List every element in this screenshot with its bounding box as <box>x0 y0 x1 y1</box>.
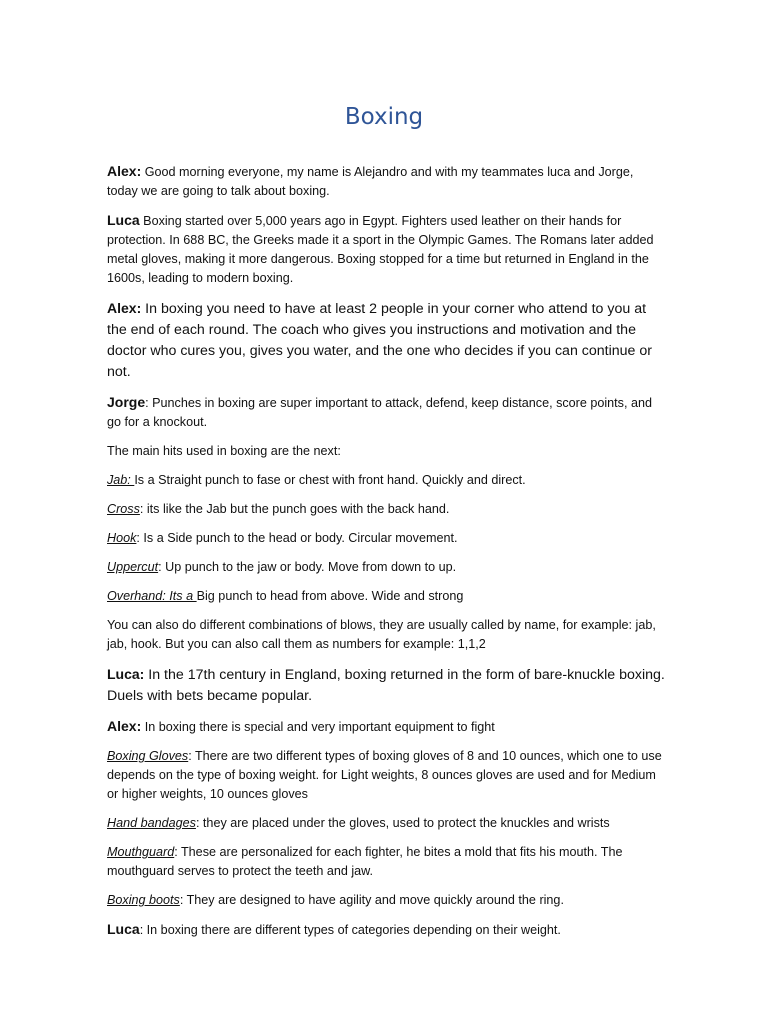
speaker-label: Luca: <box>107 666 145 682</box>
equipment-description: : they are placed under the gloves, used to protect the knuckles and wrists <box>195 816 610 830</box>
paragraph-jorge-punches <box>107 393 667 432</box>
hit-term: Overhand: Its a <box>107 589 197 603</box>
hit-description: : its like the Jab but the punch goes with the back hand. <box>139 502 450 516</box>
speaker-label: Alex: <box>107 300 142 316</box>
hit-item-overhand <box>107 587 667 606</box>
hit-term: Hook <box>107 531 137 545</box>
paragraph-text: : Punches in boxing are super important to attack, defend, keep distance, score points, and go for a knockout. <box>107 396 652 429</box>
paragraph-text: In boxing there is special and very important equipment to fight <box>141 720 495 734</box>
hit-item-uppercut <box>107 558 667 577</box>
paragraph-text: In the 17th century in England, boxing returned in the form of bare-knuckle boxing. Duels with bets became popular. <box>107 667 665 704</box>
paragraph-alex-corner <box>107 298 667 383</box>
hit-description: : Up punch to the jaw or body. Move from down to up. <box>158 560 457 574</box>
hit-term: Jab: <box>107 473 135 487</box>
hit-item-cross <box>107 500 667 519</box>
equipment-term: Boxing boots <box>107 893 180 907</box>
equipment-term: Hand bandages <box>107 816 196 830</box>
paragraph-text: Good morning everyone, my name is Alejandro and with my teammates luca and Jorge, today we are going to talk about boxing. <box>107 165 634 198</box>
equipment-description: : There are two different types of boxing gloves of 8 and 10 ounces, which one to use depends on the type of boxing weight. for Light weights, 8 ounces gloves are used and for Medium or higher weights, 10 ounces gloves <box>107 749 662 801</box>
paragraph-text: : In boxing there are different types of categories depending on their weight. <box>139 923 561 937</box>
equipment-item-gloves <box>107 747 667 804</box>
paragraph-main-hits: The main hits used in boxing are the next: <box>107 444 341 458</box>
equipment-item-boots <box>107 891 667 910</box>
document-body <box>107 162 667 940</box>
paragraph-luca-17th-century <box>107 664 667 707</box>
speaker-label: Luca <box>107 921 140 937</box>
equipment-term: Mouthguard <box>107 845 175 859</box>
speaker-label: Alex: <box>107 163 142 179</box>
hit-term: Cross <box>107 502 140 516</box>
equipment-description: : They are designed to have agility and move quickly around the ring. <box>179 893 564 907</box>
hit-item-jab <box>107 471 667 490</box>
hit-description: Is a Straight punch to fase or chest with front hand. Quickly and direct. <box>134 473 526 487</box>
equipment-item-mouthguard <box>107 843 667 881</box>
hit-description: Big punch to head from above. Wide and strong <box>196 589 464 603</box>
paragraph-text: In boxing you need to have at least 2 people in your corner who attend to you at the end of each round. The coach who gives you instructions and motivation and the doctor who cures you, gives you water, and the one who decides if you can continue or not. <box>107 301 652 380</box>
paragraph-luca-history <box>107 211 667 288</box>
equipment-term: Boxing Gloves <box>107 749 189 763</box>
paragraph-text: Boxing started over 5,000 years ago in Egypt. Fighters used leather on their hands for protection. In 688 BC, the Greeks made it a sport in the Olympic Games. The Romans later added metal gloves, making it more dangerous. Boxing stopped for a time but returned in England in the 1600s, leading to modern boxing. <box>107 214 654 285</box>
speaker-label: Alex: <box>107 718 142 734</box>
speaker-label: Luca <box>107 212 140 228</box>
equipment-description: : These are personalized for each fighter, he bites a mold that fits his mouth. The mouthguard serves to protect the teeth and jaw. <box>107 845 623 878</box>
hit-term: Uppercut <box>107 560 159 574</box>
paragraph-alex-intro <box>107 162 667 201</box>
paragraph-luca-categories <box>107 920 667 940</box>
paragraph-combinations: You can also do different combinations of blows, they are usually called by name, for example: jab, jab, hook. But you can also call them as numbers for example: 1,1,2 <box>107 618 656 651</box>
hit-description: : Is a Side punch to the head or body. Circular movement. <box>136 531 458 545</box>
speaker-label: Jorge <box>107 394 146 410</box>
page-title: Boxing <box>344 104 424 130</box>
equipment-item-bandages <box>107 814 667 833</box>
paragraph-alex-equipment <box>107 717 667 737</box>
hit-item-hook <box>107 529 667 548</box>
